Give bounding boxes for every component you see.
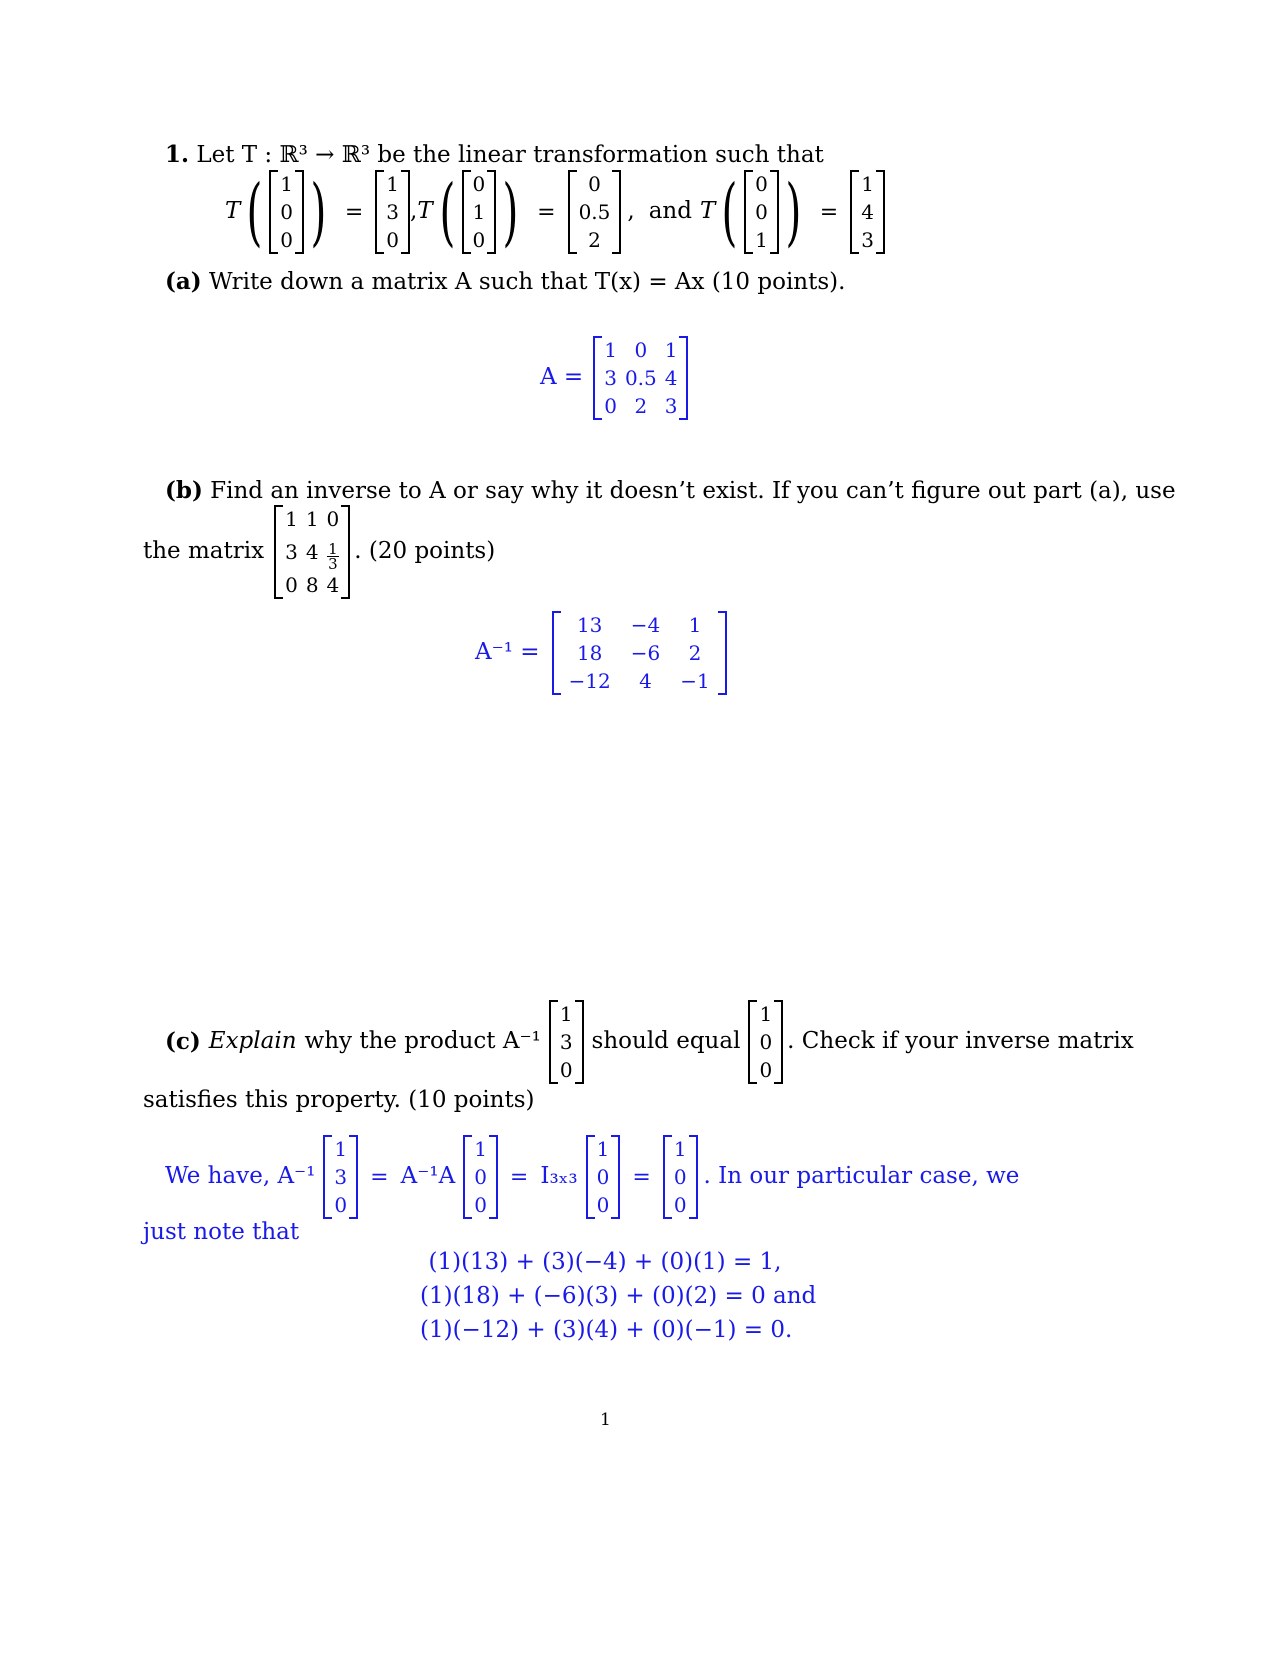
part-a-answer — [540, 336, 688, 420]
problem-number: 1. — [165, 141, 190, 168]
part-c-explain: Explain — [208, 1028, 297, 1055]
t-symbol-1: T — [225, 198, 241, 225]
answer-mid-1: A⁻¹A — [400, 1163, 456, 1190]
inverse-matrix: 13 −4 1 18 −6 2 −12 4 −1 — [552, 611, 727, 695]
part-b-alt-matrix-line — [143, 505, 495, 599]
part-b-text: Find an inverse to A or say why it doesn’t exist. If you can’t figure out part (a), use — [210, 478, 1176, 504]
vector-t-e1: 1 3 0 — [375, 170, 410, 254]
part-c-label: (c) — [165, 1028, 201, 1056]
answer-vector-2: 1 0 0 — [463, 1135, 498, 1219]
part-b-answer — [475, 611, 727, 695]
part-b-label: (b) — [165, 477, 203, 504]
part-c-text-3: . Check if your inverse matrix — [787, 1028, 1134, 1055]
part-c-answer: We have, A⁻¹ 1 3 0 = A⁻¹A 1 0 0 = I₃ₓ₃ 1 0 0 = 1 0 0 . In our particular case, we — [165, 1137, 1020, 1217]
part-c-question — [165, 1000, 1134, 1084]
part-b-question — [165, 477, 1176, 506]
vector-1-3-0: 1 3 0 — [549, 1000, 584, 1084]
verification-line-1: (1)(13) + (3)(−4) + (0)(1) = 1, — [428, 1249, 782, 1275]
vector-1-0-0: 1 0 0 — [748, 1000, 783, 1084]
vector-t-e2: 0 0.5 2 — [568, 170, 622, 254]
verification-line-3: (1)(−12) + (3)(4) + (0)(−1) = 0. — [420, 1317, 793, 1343]
part-c-answer-intro: We have, A⁻¹ — [165, 1163, 316, 1190]
t-symbol-3: T — [699, 198, 716, 225]
part-a-text: Write down a matrix A such that T(x) = Ax (10 points). — [208, 269, 846, 295]
part-b-suffix: . (20 points) — [354, 538, 496, 565]
vector-t-e3: 1 4 3 — [850, 170, 885, 254]
vector-e3: 0 0 1 — [744, 170, 779, 254]
t-symbol-2: T — [417, 198, 433, 225]
part-a-answer-lhs: A = — [540, 364, 584, 391]
part-b-answer-lhs: A⁻¹ = — [475, 639, 540, 666]
part-c-answer-cont: just note that — [143, 1219, 300, 1245]
part-c-text-1: why the product A⁻¹ — [304, 1028, 541, 1055]
part-a-question — [165, 268, 845, 297]
part-b-prefix: the matrix — [143, 538, 265, 565]
verification-line-2: (1)(18) + (−6)(3) + (0)(2) = 0 and — [420, 1283, 817, 1309]
part-c-text-2: should equal — [591, 1028, 741, 1055]
alternate-matrix: 1 1 0 3 4 $\frac{1}{3}$ 0 8 4 — [274, 505, 350, 599]
answer-vector-3: 1 0 0 — [586, 1135, 621, 1219]
part-c-text-4: satisfies this property. (10 points) — [143, 1087, 535, 1113]
page-number: 1 — [600, 1410, 611, 1430]
answer-vector-4: 1 0 0 — [663, 1135, 698, 1219]
and-label: and — [648, 198, 692, 225]
part-a-label: (a) — [165, 268, 202, 295]
answer-mid-2: I₃ₓ₃ — [540, 1163, 578, 1190]
problem-intro: Let T : ℝ³ → ℝ³ be the linear transformation such that — [196, 142, 824, 168]
vector-e1: 1 0 0 — [269, 170, 304, 254]
answer-vector-1: 1 3 0 — [323, 1135, 358, 1219]
vector-e2: 0 1 0 — [462, 170, 497, 254]
verification-lines — [420, 1245, 817, 1347]
matrix-a: 1 0 1 3 0.5 4 0 2 3 — [593, 336, 688, 420]
problem-intro-line — [165, 141, 824, 170]
transformation-definitions: T ( 1 0 0 ) = 1 3 0 , T ( 0 1 0 ) = 0 0.5 2 , and T ( 0 0 1 ) = 1 4 3 — [225, 170, 885, 254]
part-c-answer-tail: . In our particular case, we — [703, 1163, 1020, 1190]
fraction-one-third: $\frac{1}{3}$ — [328, 540, 338, 573]
